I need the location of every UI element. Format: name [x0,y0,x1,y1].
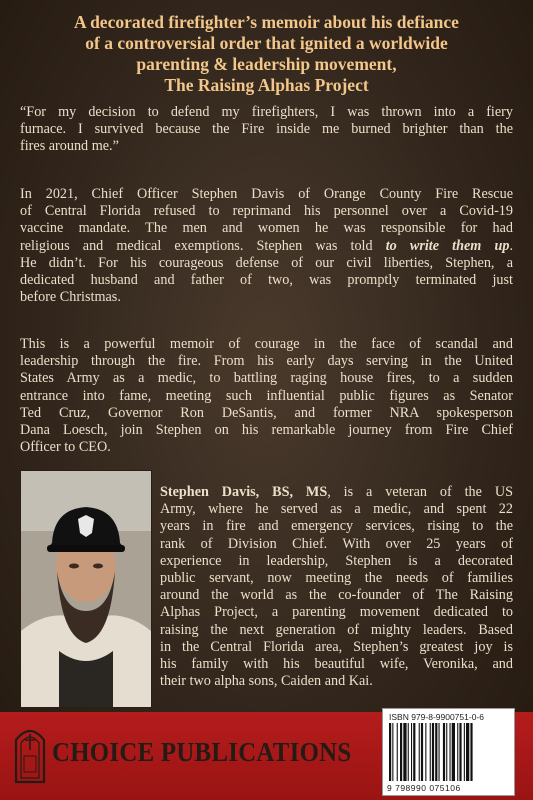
barcode-bar [466,723,469,781]
author-name: Stephen Davis, BS, MS [160,484,328,500]
barcode-bar [400,723,402,781]
paragraph-line: Dana Loesch, join Stephen on his remarkable journey from Fire Chief [20,422,513,439]
paragraph-line: This is a powerful memoir of courage in the face of scandal and [20,336,513,352]
barcode-bar [446,723,447,781]
barcode-bar [435,723,437,781]
headline-line: parenting & leadership movement, [136,54,397,74]
publisher-logo-icon [12,720,48,784]
barcode-bar [430,723,431,781]
paragraph-line: vaccine mandate. The men and women he was responsible for had [20,220,513,237]
bio-line: Army, where he served as a medic, and spent 22 [160,501,513,518]
barcode-bar [408,723,409,781]
barcode-bar [413,723,415,781]
isbn-text: ISBN 979-8-9900751-0-6 [389,712,484,722]
barcode-bar [432,723,434,781]
quote-line: fires around me.” [20,138,119,155]
barcode-bar [450,723,451,781]
barcode-bar [457,723,458,781]
headline [20,12,513,96]
headline-line: A decorated firefighter’s memoir about his defiance [74,12,459,32]
barcode-bar [389,723,391,781]
headline-line: of a controversial order that ignited a worldwide [85,33,448,53]
publisher-name: CHOICE PUBLICATIONS [52,737,352,767]
author-portrait-image [21,471,151,707]
barcode-bar [470,723,472,781]
bio-line: public servant, now meeting the needs of families [160,570,513,587]
barcode-bar [443,723,445,781]
paragraph-line: Ted Cruz, Governor Ron DeSantis, and former NRA spokesperson [20,404,513,421]
author-quote [20,104,513,156]
headline-line: The Raising Alphas Project [164,75,369,95]
barcode-bar [421,723,423,781]
bio-line: around the world as the co-founder of The Raising [160,587,513,604]
barcode-block [382,708,515,796]
bio-line: experience in leadership, Stephen is a decorated [160,552,513,569]
bio-line: rank of Division Chief. With over 25 years of [160,535,513,552]
quote-line: “For my decision to defend my firefighters, I was thrown into a fiery [20,104,513,120]
paragraph-line: dedicated husband and father of two, was promptly terminated just [20,272,513,289]
bio-line: Alphas Project, a parenting movement dedicated to [160,604,513,621]
paragraph-line: entrance into fame, meeting such influential public figures as Senator [20,387,513,404]
barcode-image [387,723,510,781]
quote-line: furnace. I survived because the Fire inside me burned brighter than the [20,121,513,138]
paragraph-line: leadership through the fire. From his early days serving in the United [20,353,513,370]
barcode-bar [403,723,406,781]
emphasis-text: to write them up [385,237,510,254]
bio-line [160,484,513,501]
barcode-bar [397,723,398,781]
bio-line: years in fire and emergency services, rising to the [160,518,513,535]
barcode-bar [425,723,426,781]
barcode-bar [411,723,412,781]
bio-line: their two alpha sons, Caiden and Kai. [160,673,373,690]
author-photo [20,470,152,708]
barcode-bar [464,723,465,781]
paragraph-line: before Christmas. [20,289,121,306]
bio-line: in the Central Florida area, Stephen’s greatest joy is [160,638,513,655]
barcode-bar [439,723,440,781]
barcode-bar [459,723,461,781]
bio-text: , is a veteran of the US [327,484,513,500]
barcode-bar [392,723,393,781]
paragraph-text: . [509,237,513,254]
barcode-bar [419,723,420,781]
paragraph-line: of Central Florida refused to reprimand his personnel over a Covid-19 [20,203,513,220]
paragraph-line: States Army as a medic, to battling raging house fires, to a sudden [20,370,513,387]
paragraph-line: He didn’t. For his courageous defense of our civil liberties, Stephen, a [20,254,513,271]
author-bio [160,484,513,690]
paragraph-line: In 2021, Chief Officer Stephen Davis of Orange County Fire Rescue [20,186,513,202]
barcode-number: 9 798990 075106 [387,783,461,793]
paragraph-line [20,238,513,255]
paragraph-text: religious and medical exemptions. Stephen was told [20,237,386,254]
paragraph-story [20,186,513,306]
paragraph-summary [20,336,513,456]
paragraph-line: Officer to CEO. [20,439,111,456]
bio-line: his family with his beautiful wife, Veronika, and [160,656,513,673]
bio-line: raising the next generation of mighty leaders. Based [160,621,513,638]
barcode-bar [452,723,455,781]
